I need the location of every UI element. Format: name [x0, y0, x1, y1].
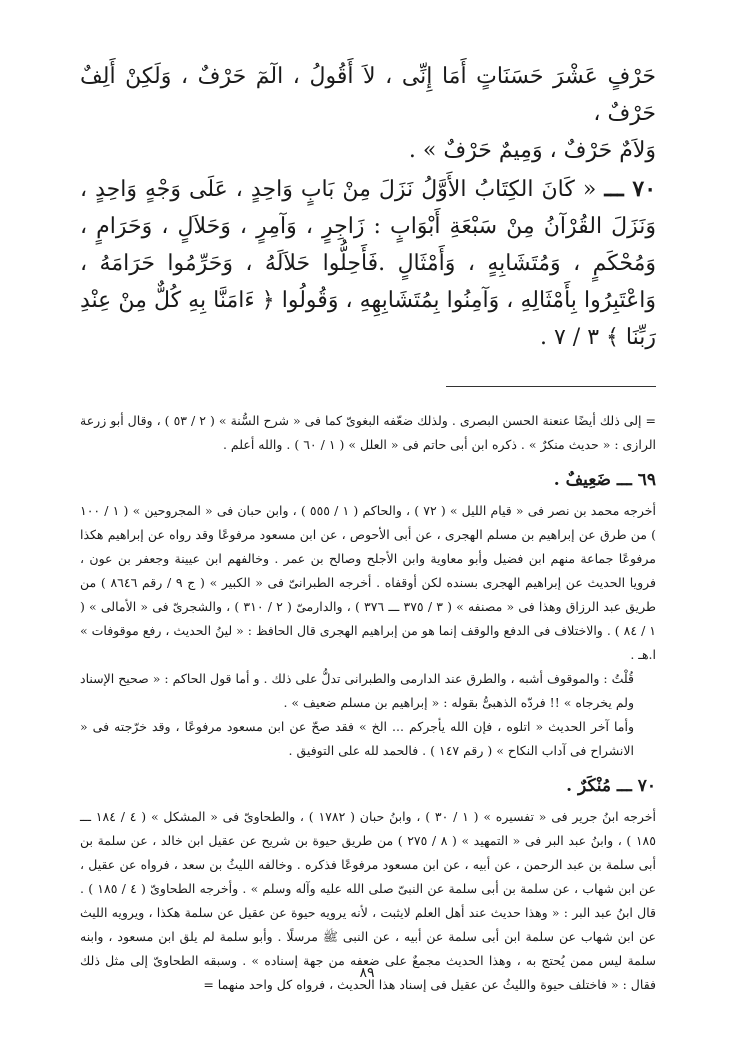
footnote-divider: [446, 386, 656, 387]
hadith-text: « كَانَ الكِتَابُ الأَوَّلُ نَزَلَ مِنْ بَابٍ وَاحِدٍ ، عَلَى وَجْهٍ وَاحِدٍ ، وَنَزَلَ القُرْآنُ مِنْ سَبْعَةِ أَبْوَابٍ : زَاجِرٍ ، وَآمِرٍ ، وَحَلاَلٍ ، وَحَرَامٍ ، وَمُحْكَمٍ ، وَمُتَشَابِهٍ ، وَأَمْثَالٍ .فَأَحِلُّوا حَلاَلَهُ ، وَحَرِّمُوا حَرَامَهُ ، وَاعْتَبِرُوا بِأَمْثَالِهِ ، وَآمِنُوا بِمُتَشَابِهِهِ ، وَقُولُوا ﴿ ءَامَنَّا بِهِ كُلٌّ مِنْ عِنْدِ رَبِّنَا ﴾ ٣ / ٧ .: [80, 177, 656, 350]
main-line-1: حَرْفٍ عَشْرَ حَسَنَاتٍ أَمَا إِنِّى ، لاَ أَقُولُ ، الٓمٓ حَرْفٌ ، وَلَكِنْ أَلِفٌ حَرْفٌ ،: [80, 64, 656, 126]
footnote-69-note: وأما آخر الحديث « اتلوه ، فإن الله يأجركم ... الخ » فقد صحّ عن ابن مسعود مرفوعًا ، وقد خرّجته فى « الانشراح فى آداب النكاح » ( رقم ١٤٧ ) . فالحمد لله على التوفيق .: [80, 719, 634, 758]
hadith-70: [80, 171, 656, 356]
footnotes: [80, 409, 656, 997]
grade-heading-70: ٧٠ ـــ مُنْكَرٌ .: [566, 776, 656, 796]
main-line-2: وَلاَمٌ حَرْفٌ ، وَمِيمٌ حَرْفٌ » .: [408, 138, 656, 163]
hadith-number: ٧٠ ـــ: [604, 176, 657, 202]
main-text: [80, 58, 656, 356]
footnote-69-takhrij: أخرجه محمد بن نصر فى « قيام الليل » ( ٧٢ ) ، والحاكم ( ١ / ٥٥٥ ) ، وابن حبان فى « المجروحين » ( ١ / ١٠٠ ) من طرق عن إبراهيم بن مسلم الهجرى ، عن أبى الأحوص ، عن ابن مسعود مرفوعًا وقد رواه عن إبراهيم هكذا مرفوعًا جماعة منهم ابن فضيل وأبو معاوية وابن الأجلح وصالح بن عمر . وخالفهم ابن عيينة وجعفر بن عون ، فرويا الحديث عن إبراهيم الهجرى بسنده لكن أوقفاه . أخرجه الطبرانىّ فى « الكبير » ( ج ٩ / رقم ٨٦٤٦ ) من طريق عبد الرزاق وهذا فى « مصنفه » ( ٣ / ٣٧٥ ـــ ٣٧٦ ) ، والدارمىّ ( ٢ / ٣١٠ ) ، والشجرىّ فى « الأمالى » ( ١ / ٨٤ ) . والاختلاف فى الدفع والوقف إنما هو من إبراهيم الهجرى قال الحافظ : « لينُ الحديث ، رفع موقوفات » ا.هـ .: [80, 503, 656, 662]
footnote-70-takhrij: أخرجه ابنُ جرير فى « تفسيره » ( ١ / ٣٠ ) ، وابنُ حبان ( ١٧٨٢ ) ، والطحاوىّ فى « المشكل » ( ٤ / ١٨٤ ـــ ١٨٥ ) ، وابنُ عبد البر فى « التمهيد » ( ٨ / ٢٧٥ ) من طريق حيوة بن شريح عن عقيل ابن خالد ، عن سلمة بن أبى سلمة بن عبد الرحمن ، عن أبيه ، عن ابن مسعود مرفوعًا فذكره . وخالفه الليثُ بن سعد ، فرواه عن عقيل ، عن ابن شهاب ، عن سلمة بن أبى سلمة عن النبىّ صلى الله عليه وآله وسلم » . وأخرجه الطحاوىّ ( ٤ / ١٨٥ ) . قال ابنُ عبد البر : « وهذا حديث عند أهل العلم لايثبت ، لأنه يرويه حيوة عن عقيل عن سلمة هكذا ، ويرويه الليث عن ابن شهاب عن سلمة ابن أبى سلمة عن أبيه ، عن النبى ﷺ مرسلًا . وأبو سلمة لم يلق ابن مسعود ، وابنه سلمة ليس ممن يُحتج به ، وهذا الحديث مجمعٌ على ضعفه من جهة إسناده » . وسبقه الطحاوىّ إلى مثل ذلك فقال : « فاختلف حيوة والليثُ عن عقيل فى إسناد هذا الحديث ، فرواه كل واحد منهما =: [80, 809, 656, 992]
footnote-continuation: = إلى ذلك أيضًا عنعنة الحسن البصرى . ولذلك ضعّفه البغوىّ كما فى « شرح السُّنة » ( ٢ / ٥٣ ) ، وقال أبو زرعة الرازى : « حديث منكرٌ » . ذكره ابن أبى حاتم فى « العلل » ( ١ / ٦٠ ) . والله أعلم .: [80, 413, 656, 452]
footnote-69-comment: قُلْتُ : والموقوف أشبه ، والطرق عند الدارمى والطبرانى تدلُّ على ذلك . و أما قول الحاكم : « صحيح الإسناد ولم يخرجاه » !! فردّه الذهبىُّ بقوله : « إبراهيم بن مسلم ضعيف » .: [80, 671, 634, 710]
page-number: ٨٩: [359, 965, 375, 981]
grade-heading-69: ٦٩ ـــ ضَعِيفٌ .: [553, 470, 656, 490]
